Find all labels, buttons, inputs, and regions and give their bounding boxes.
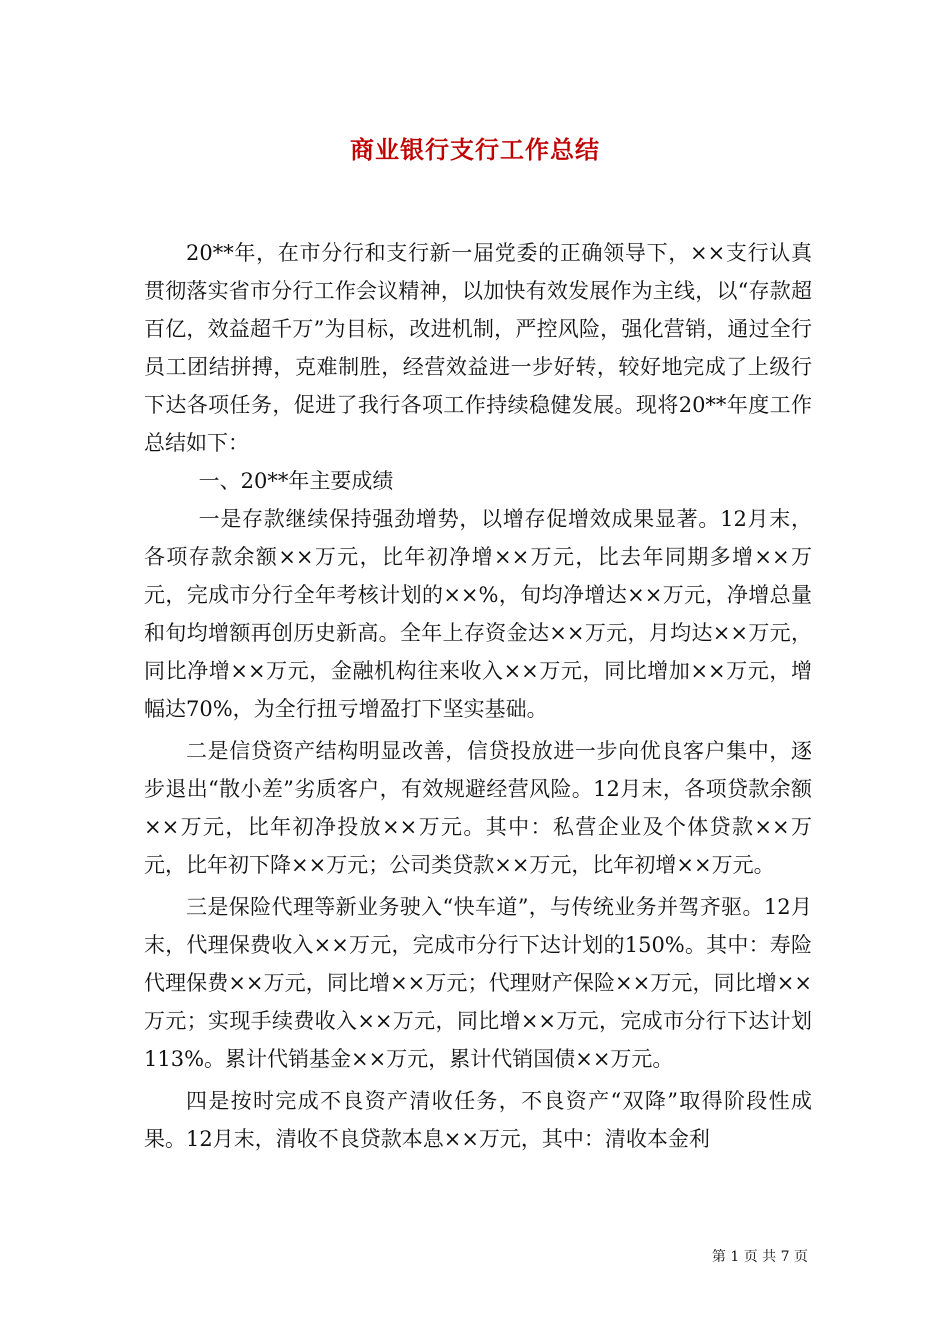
- section-heading: 一、20**年主要成绩: [198, 469, 394, 493]
- page-number: 第 1 页 共 7 页: [711, 1249, 808, 1265]
- paragraph-credit: 二是信贷资产结构明显改善，信贷投放进一步向优良客户集中，逐步退出“散小差”劣质客户，有效规避经营风险。12月末，各项贷款余额××万元，比年初净投放××万元。其中：私营企业及个体贷款××万元，比年初下降××万元；公司类贷款××万元，比年初增××万元。: [144, 739, 812, 877]
- paragraph-intro: 20**年，在市分行和支行新一届党委的正确领导下，××支行认真贯彻落实省市分行工作会议精神，以加快有效发展作为主线，以“存款超百亿，效益超千万”为目标，改进机制，严控风险，强化营销，通过全行员工团结拼搏，克难制胜，经营效益进一步好转，较好地完成了上级行下达各项任务，促进了我行各项工作持续稳健发展。现将20**年度工作总结如下：: [144, 241, 812, 455]
- document-body: [144, 234, 812, 1158]
- document-title: 商业银行支行工作总结: [350, 136, 600, 164]
- paragraph-deposits: 一是存款继续保持强劲增势，以增存促增效成果显著。12月末，各项存款余额××万元，比年初净增××万元，比去年同期多增××万元，完成市分行全年考核计划的××%，旬均净增达××万元，净增总量和旬均增额再创历史新高。全年上存资金达××万元，月均达××万元，同比净增××万元，金融机构往来收入××万元，同比增加××万元，增幅达70%，为全行扭亏增盈打下坚实基础。: [144, 507, 812, 721]
- paragraph-nonperforming: 四是按时完成不良资产清收任务，不良资产“双降”取得阶段性成果。12月末，清收不良贷款本息××万元，其中：清收本金利: [144, 1089, 812, 1151]
- paragraph-insurance: 三是保险代理等新业务驶入“快车道”，与传统业务并驾齐驱。12月末，代理保费收入××万元，完成市分行下达计划的150%。其中：寿险代理保费××万元，同比增××万元；代理财产保险××万元，同比增××万元；实现手续费收入××万元，同比增××万元，完成市分行下达计划113%。累计代销基金××万元，累计代销国债××万元。: [144, 895, 812, 1071]
